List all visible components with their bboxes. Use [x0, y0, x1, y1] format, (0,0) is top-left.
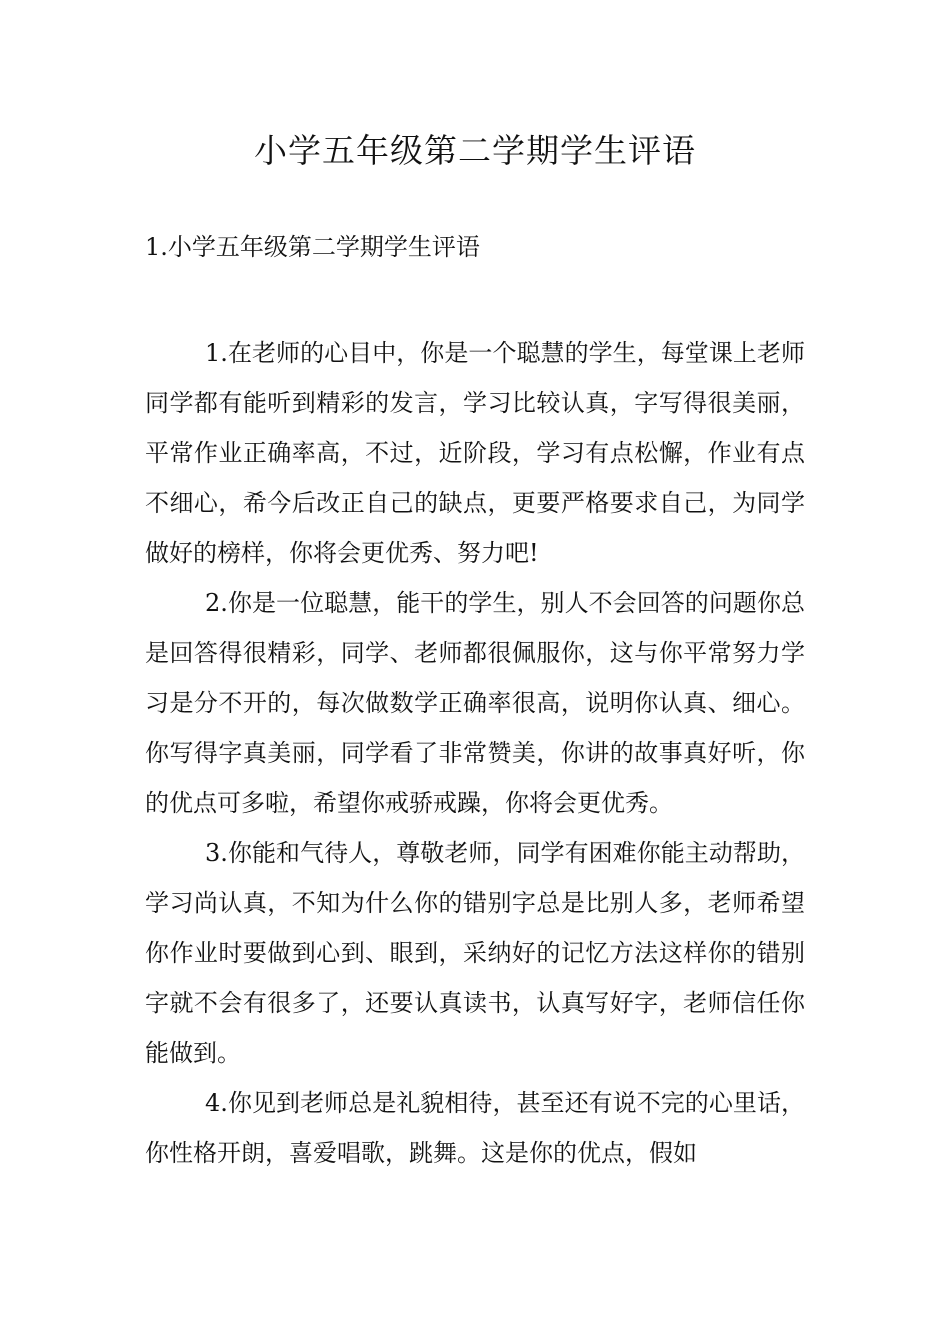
paragraph-4: 4.你见到老师总是礼貌相待，甚至还有说不完的心里话，你性格开朗，喜爱唱歌，跳舞。这是你的优点，假如: [145, 1089, 805, 1167]
paragraph-1: 1.在老师的心目中，你是一个聪慧的学生，每堂课上老师同学都有能听到精彩的发言，学习比较认真，字写得很美丽，平常作业正确率高，不过，近阶段，学习有点松懈，作业有点不细心，希今后改正自己的缺点，更要严格要求自己，为同学做好的榜样，你将会更优秀、努力吧!: [145, 339, 805, 567]
document-title: 小学五年级第二学期学生评语: [254, 131, 696, 170]
paragraph-2: 2.你是一位聪慧，能干的学生，别人不会回答的问题你总是回答得很精彩，同学、老师都很佩服你，这与你平常努力学习是分不开的，每次做数学正确率很高，说明你认真、细心。你写得字真美丽，同学看了非常赞美，你讲的故事真好听，你的优点可多啦，希望你戒骄戒躁，你将会更优秀。: [145, 589, 805, 817]
section-heading: 1.小学五年级第二学期学生评语: [145, 233, 480, 261]
document-body: [145, 328, 805, 1178]
paragraph-3: 3.你能和气待人，尊敬老师，同学有困难你能主动帮助，学习尚认真，不知为什么你的错别字总是比别人多，老师希望你作业时要做到心到、眼到，采纳好的记忆方法这样你的错别字就不会有很多了，还要认真读书，认真写好字，老师信任你能做到。: [145, 839, 805, 1067]
